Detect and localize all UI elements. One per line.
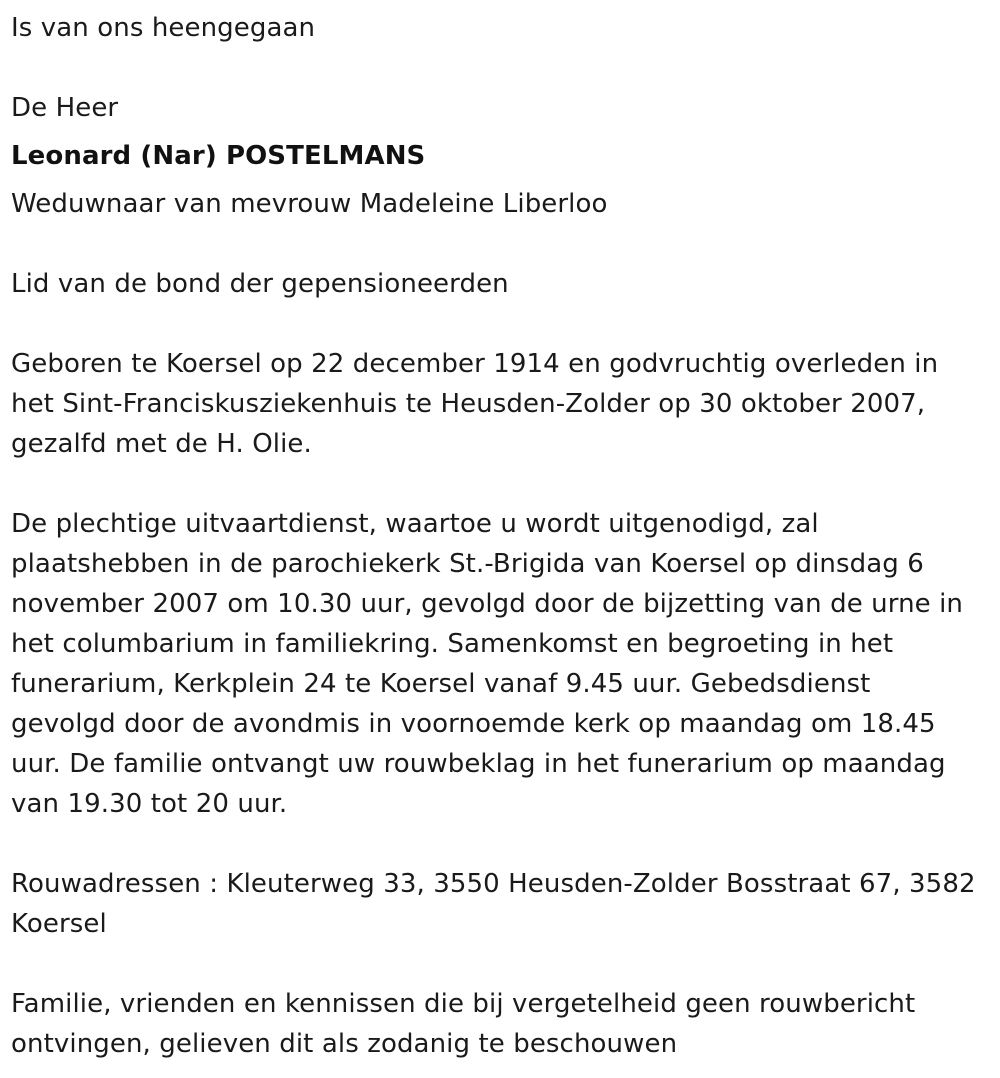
spacer (11, 464, 1000, 504)
funeral-paragraph: De plechtige uitvaartdienst, waartoe u wordt uitgenodigd, zal plaatshebben in de parochiekerk St.-Brigida van Koersel op dinsdag 6 november 2007 om 10.30 uur, gevolgd door de bijzetting van de urne in het columbarium in familiekring. Samenkomst en begroeting in het funerarium, Kerkplein 24 te Koersel vanaf 9.45 uur. Gebedsdienst gevolgd door de avondmis in voornoemde kerk op maandag om 18.45 uur. De familie ontvangt uw rouwbeklag in het funerarium op maandag van 19.30 tot 20 uur. (11, 509, 964, 819)
spacer (11, 128, 1000, 136)
spacer (11, 176, 1000, 184)
intro-line: Is van ons heengegaan (11, 13, 316, 43)
addresses-paragraph: Rouwadressen : Kleuterweg 33, 3550 Heusden-Zolder Bosstraat 67, 3582 Koersel (11, 869, 976, 939)
birth-death-paragraph: Geboren te Koersel op 22 december 1914 en godvruchtig overleden in het Sint-Franciskusziekenhuis te Heusden-Zolder op 30 oktober 2007, gezalfd met de H. Olie. (11, 349, 939, 459)
deceased-name: Leonard (Nar) POSTELMANS (11, 141, 426, 171)
spacer (11, 944, 1000, 984)
spacer (11, 224, 1000, 264)
honorific-line: De Heer (11, 93, 119, 123)
spacer (11, 48, 1000, 88)
spacer (11, 824, 1000, 864)
membership-line: Lid van de bond der gepensioneerden (11, 269, 509, 299)
spacer (11, 304, 1000, 344)
widower-line: Weduwnaar van mevrouw Madeleine Liberloo (11, 189, 608, 219)
closing-paragraph: Familie, vrienden en kennissen die bij vergetelheid geen rouwbericht ontvingen, gelieven dit als zodanig te beschouwen (11, 989, 916, 1059)
